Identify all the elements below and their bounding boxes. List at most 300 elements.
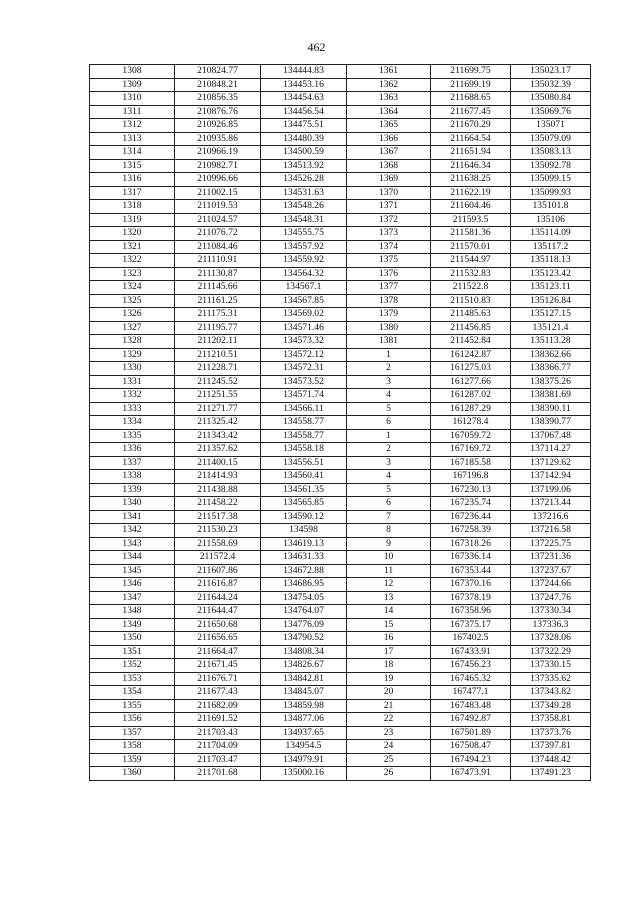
table-cell: 211002.15 — [175, 186, 261, 200]
table-cell: 17 — [347, 645, 431, 659]
table-cell: 1381 — [347, 335, 431, 349]
table-cell: 137225.75 — [511, 537, 591, 551]
table-cell: 134561.35 — [261, 483, 347, 497]
table-cell: 1360 — [90, 767, 175, 781]
table-row — [90, 362, 591, 376]
table-row — [90, 618, 591, 632]
table-cell: 1359 — [90, 753, 175, 767]
table-cell: 137247.76 — [511, 591, 591, 605]
table-cell: 211650.68 — [175, 618, 261, 632]
table-cell: 10 — [347, 551, 431, 565]
table-cell: 2 — [347, 443, 431, 457]
table-cell: 210996.66 — [175, 173, 261, 187]
table-cell: 1325 — [90, 294, 175, 308]
table-cell: 1345 — [90, 564, 175, 578]
table-cell: 167230.13 — [431, 483, 511, 497]
table-cell: 211677.43 — [175, 686, 261, 700]
table-cell: 137199.06 — [511, 483, 591, 497]
table-cell: 134565.85 — [261, 497, 347, 511]
coordinates-table — [89, 64, 591, 781]
table-row — [90, 578, 591, 592]
table-cell: 134560.41 — [261, 470, 347, 484]
table-cell: 137373.76 — [511, 726, 591, 740]
table-cell: 210824.77 — [175, 65, 261, 79]
table-cell: 211019.53 — [175, 200, 261, 214]
table-cell: 134558.77 — [261, 416, 347, 430]
table-cell: 134686.95 — [261, 578, 347, 592]
table-cell: 137244.66 — [511, 578, 591, 592]
table-cell: 135071 — [511, 119, 591, 133]
table-cell: 1380 — [347, 321, 431, 335]
table-cell: 211485.63 — [431, 308, 511, 322]
table-cell: 135099.15 — [511, 173, 591, 187]
table-cell: 167433.91 — [431, 645, 511, 659]
table-cell: 134456.54 — [261, 105, 347, 119]
table-row — [90, 456, 591, 470]
table-cell: 134556.51 — [261, 456, 347, 470]
table-cell: 137231.36 — [511, 551, 591, 565]
table-cell: 1348 — [90, 605, 175, 619]
table-cell: 134842.81 — [261, 672, 347, 686]
table-cell: 167235.74 — [431, 497, 511, 511]
table-cell: 211607.86 — [175, 564, 261, 578]
table-cell: 135079.09 — [511, 132, 591, 146]
table-cell: 211677.45 — [431, 105, 511, 119]
table-row — [90, 686, 591, 700]
table-cell: 1366 — [347, 132, 431, 146]
table-cell: 134572.31 — [261, 362, 347, 376]
table-row — [90, 294, 591, 308]
table-row — [90, 483, 591, 497]
table-cell: 134569.02 — [261, 308, 347, 322]
table-cell: 1313 — [90, 132, 175, 146]
table-row — [90, 186, 591, 200]
table-cell: 1364 — [347, 105, 431, 119]
table-cell: 134954.5 — [261, 740, 347, 754]
table-cell: 135114.09 — [511, 227, 591, 241]
table-row — [90, 105, 591, 119]
table-cell: 211228.71 — [175, 362, 261, 376]
table-cell: 1323 — [90, 267, 175, 281]
table-cell: 1317 — [90, 186, 175, 200]
table-cell: 134631.33 — [261, 551, 347, 565]
table-cell: 167501.89 — [431, 726, 511, 740]
table-cell: 134567.1 — [261, 281, 347, 295]
table-cell: 1372 — [347, 213, 431, 227]
table-cell: 1319 — [90, 213, 175, 227]
table-cell: 134859.98 — [261, 699, 347, 713]
table-cell: 1333 — [90, 402, 175, 416]
table-cell: 1334 — [90, 416, 175, 430]
table-cell: 211656.65 — [175, 632, 261, 646]
table-cell: 211699.75 — [431, 65, 511, 79]
table-cell: 211452.84 — [431, 335, 511, 349]
table-cell: 211130.87 — [175, 267, 261, 281]
table-row — [90, 375, 591, 389]
table-cell: 1352 — [90, 659, 175, 673]
table-row — [90, 443, 591, 457]
table-row — [90, 645, 591, 659]
table-row — [90, 605, 591, 619]
table-cell: 1 — [347, 429, 431, 443]
table-row — [90, 726, 591, 740]
table-cell: 211325.42 — [175, 416, 261, 430]
table-cell: 167492.87 — [431, 713, 511, 727]
table-cell: 211704.09 — [175, 740, 261, 754]
table-cell: 134548.31 — [261, 213, 347, 227]
table-cell: 167185.58 — [431, 456, 511, 470]
table-row — [90, 510, 591, 524]
table-cell: 1356 — [90, 713, 175, 727]
table-cell: 211670.29 — [431, 119, 511, 133]
table-cell: 134444.83 — [261, 65, 347, 79]
table-cell: 210926.85 — [175, 119, 261, 133]
table-cell: 211161.25 — [175, 294, 261, 308]
table-cell: 134475.51 — [261, 119, 347, 133]
table-cell: 167477.1 — [431, 686, 511, 700]
table-cell: 134566.11 — [261, 402, 347, 416]
table-row — [90, 659, 591, 673]
table-cell: 1340 — [90, 497, 175, 511]
table-row — [90, 308, 591, 322]
table-cell: 1332 — [90, 389, 175, 403]
table-cell: 134754.05 — [261, 591, 347, 605]
table-cell: 134808.34 — [261, 645, 347, 659]
table-cell: 137491.23 — [511, 767, 591, 781]
table-cell: 211604.46 — [431, 200, 511, 214]
table-row — [90, 321, 591, 335]
table-cell: 3 — [347, 375, 431, 389]
table-cell: 134571.46 — [261, 321, 347, 335]
table-cell: 135127.15 — [511, 308, 591, 322]
table-row — [90, 132, 591, 146]
table-cell: 211202.11 — [175, 335, 261, 349]
table-cell: 1354 — [90, 686, 175, 700]
table-cell: 167375.17 — [431, 618, 511, 632]
page-number: 462 — [307, 40, 326, 54]
table-cell: 211703.43 — [175, 726, 261, 740]
table-cell: 18 — [347, 659, 431, 673]
table-cell: 1361 — [347, 65, 431, 79]
table-cell: 1362 — [347, 78, 431, 92]
table-cell: 134513.92 — [261, 159, 347, 173]
table-cell: 1371 — [347, 200, 431, 214]
table-cell: 167483.48 — [431, 699, 511, 713]
table-cell: 1322 — [90, 254, 175, 268]
table-cell: 1327 — [90, 321, 175, 335]
table-cell: 135023.17 — [511, 65, 591, 79]
table-cell: 1314 — [90, 146, 175, 160]
table-cell: 134548.26 — [261, 200, 347, 214]
table-cell: 210982.71 — [175, 159, 261, 173]
table-cell: 211651.94 — [431, 146, 511, 160]
table-row — [90, 429, 591, 443]
table-cell: 211245.52 — [175, 375, 261, 389]
table-cell: 211558.69 — [175, 537, 261, 551]
table-cell: 134845.07 — [261, 686, 347, 700]
table-cell: 210935.86 — [175, 132, 261, 146]
table-cell: 134573.32 — [261, 335, 347, 349]
table-cell: 134453.16 — [261, 78, 347, 92]
table-cell: 211024.57 — [175, 213, 261, 227]
table-cell: 134564.32 — [261, 267, 347, 281]
table-row — [90, 767, 591, 781]
table-cell: 134776.09 — [261, 618, 347, 632]
table-cell: 1343 — [90, 537, 175, 551]
table-cell: 134877.06 — [261, 713, 347, 727]
table-cell: 211691.52 — [175, 713, 261, 727]
table-cell: 137114.27 — [511, 443, 591, 457]
table-cell: 134672.88 — [261, 564, 347, 578]
table-row — [90, 227, 591, 241]
table-cell: 1 — [347, 348, 431, 362]
table-cell: 15 — [347, 618, 431, 632]
table-cell: 167402.5 — [431, 632, 511, 646]
table-cell: 134979.91 — [261, 753, 347, 767]
table-cell: 134764.07 — [261, 605, 347, 619]
table-cell: 167059.72 — [431, 429, 511, 443]
table-cell: 138381.69 — [511, 389, 591, 403]
table-cell: 1321 — [90, 240, 175, 254]
table-row — [90, 740, 591, 754]
table-cell: 211664.54 — [431, 132, 511, 146]
table-cell: 134598 — [261, 524, 347, 538]
table-cell: 23 — [347, 726, 431, 740]
table-cell: 1373 — [347, 227, 431, 241]
table-cell: 211458.22 — [175, 497, 261, 511]
table-cell: 137213.44 — [511, 497, 591, 511]
table-row — [90, 672, 591, 686]
table-cell: 14 — [347, 605, 431, 619]
table-cell: 1367 — [347, 146, 431, 160]
table-cell: 1331 — [90, 375, 175, 389]
table-cell: 4 — [347, 389, 431, 403]
table-cell: 5 — [347, 483, 431, 497]
table-row — [90, 159, 591, 173]
table-cell: 1365 — [347, 119, 431, 133]
table-cell: 211343.42 — [175, 429, 261, 443]
table-cell: 210856.35 — [175, 92, 261, 106]
table-cell: 211544.97 — [431, 254, 511, 268]
table-cell: 134826.67 — [261, 659, 347, 673]
table-cell: 1326 — [90, 308, 175, 322]
table-cell: 211664.47 — [175, 645, 261, 659]
table-cell: 1370 — [347, 186, 431, 200]
table-cell: 134531.63 — [261, 186, 347, 200]
table-cell: 167336.14 — [431, 551, 511, 565]
table-cell: 137237.67 — [511, 564, 591, 578]
table-cell: 137129.62 — [511, 456, 591, 470]
table-cell: 20 — [347, 686, 431, 700]
table-cell: 211581.36 — [431, 227, 511, 241]
table-cell: 1376 — [347, 267, 431, 281]
table-cell: 211644.24 — [175, 591, 261, 605]
table-cell: 1338 — [90, 470, 175, 484]
table-row — [90, 537, 591, 551]
table-cell: 6 — [347, 416, 431, 430]
table-cell: 134573.52 — [261, 375, 347, 389]
table-cell: 138390.11 — [511, 402, 591, 416]
table-cell: 167353.44 — [431, 564, 511, 578]
table-cell: 211646.34 — [431, 159, 511, 173]
table-row — [90, 213, 591, 227]
table-cell: 161275.03 — [431, 362, 511, 376]
table-cell: 137330.15 — [511, 659, 591, 673]
table-cell: 137349.28 — [511, 699, 591, 713]
table-cell: 167258.39 — [431, 524, 511, 538]
table-cell: 2 — [347, 362, 431, 376]
table-cell: 210848.21 — [175, 78, 261, 92]
table-cell: 211271.77 — [175, 402, 261, 416]
table-row — [90, 281, 591, 295]
table-cell: 1350 — [90, 632, 175, 646]
table-cell: 19 — [347, 672, 431, 686]
table-cell: 211532.83 — [431, 267, 511, 281]
table-cell: 1344 — [90, 551, 175, 565]
table-cell: 1308 — [90, 65, 175, 79]
table-cell: 135121.4 — [511, 321, 591, 335]
table-cell: 135000.16 — [261, 767, 347, 781]
table-cell: 11 — [347, 564, 431, 578]
table-cell: 1355 — [90, 699, 175, 713]
table-cell: 161287.29 — [431, 402, 511, 416]
table-cell: 211522.8 — [431, 281, 511, 295]
table-row — [90, 348, 591, 362]
table-cell: 134571.74 — [261, 389, 347, 403]
table-cell: 1328 — [90, 335, 175, 349]
table-row — [90, 632, 591, 646]
table-cell: 134790.52 — [261, 632, 347, 646]
table-cell: 1342 — [90, 524, 175, 538]
table-cell: 1309 — [90, 78, 175, 92]
table-cell: 211703.47 — [175, 753, 261, 767]
table-cell: 9 — [347, 537, 431, 551]
table-cell: 211110.91 — [175, 254, 261, 268]
table-cell: 134572.12 — [261, 348, 347, 362]
table-cell: 211644.47 — [175, 605, 261, 619]
table-cell: 134619.13 — [261, 537, 347, 551]
table-cell: 167358.96 — [431, 605, 511, 619]
table-row — [90, 65, 591, 79]
table-cell: 1363 — [347, 92, 431, 106]
table-row — [90, 92, 591, 106]
table-row — [90, 335, 591, 349]
table-cell: 1349 — [90, 618, 175, 632]
table-cell: 1312 — [90, 119, 175, 133]
table-cell: 134558.18 — [261, 443, 347, 457]
table-cell: 135032.39 — [511, 78, 591, 92]
table-cell: 8 — [347, 524, 431, 538]
table-cell: 137142.94 — [511, 470, 591, 484]
table-cell: 138362.66 — [511, 348, 591, 362]
table-cell: 137448.42 — [511, 753, 591, 767]
table-cell: 167169.72 — [431, 443, 511, 457]
table-cell: 1377 — [347, 281, 431, 295]
table-cell: 1324 — [90, 281, 175, 295]
table-cell: 1357 — [90, 726, 175, 740]
table-cell: 134454.63 — [261, 92, 347, 106]
table-cell: 134558.77 — [261, 429, 347, 443]
table-row — [90, 753, 591, 767]
table-cell: 161277.66 — [431, 375, 511, 389]
table-row — [90, 551, 591, 565]
table-cell: 135117.2 — [511, 240, 591, 254]
table-cell: 6 — [347, 497, 431, 511]
table-row — [90, 416, 591, 430]
table-cell: 134500.59 — [261, 146, 347, 160]
table-cell: 135092.78 — [511, 159, 591, 173]
table-cell: 137397.81 — [511, 740, 591, 754]
table-cell: 211210.51 — [175, 348, 261, 362]
table-cell: 211676.71 — [175, 672, 261, 686]
table-cell: 167378.19 — [431, 591, 511, 605]
table-cell: 211510.83 — [431, 294, 511, 308]
table-cell: 137330.34 — [511, 605, 591, 619]
table-cell: 1341 — [90, 510, 175, 524]
table-cell: 21 — [347, 699, 431, 713]
table-cell: 134526.28 — [261, 173, 347, 187]
table-cell: 211414.93 — [175, 470, 261, 484]
table-cell: 211570.01 — [431, 240, 511, 254]
table-row — [90, 78, 591, 92]
table-cell: 138375.26 — [511, 375, 591, 389]
table-row — [90, 497, 591, 511]
table-cell: 167370.16 — [431, 578, 511, 592]
table-row — [90, 267, 591, 281]
table-row — [90, 173, 591, 187]
table-cell: 211084.46 — [175, 240, 261, 254]
table-cell: 1310 — [90, 92, 175, 106]
table-cell: 210876.76 — [175, 105, 261, 119]
table-cell: 1379 — [347, 308, 431, 322]
coordinates-table-body — [90, 65, 591, 781]
table-cell: 135099.93 — [511, 186, 591, 200]
table-cell: 167236.44 — [431, 510, 511, 524]
table-cell: 137343.82 — [511, 686, 591, 700]
table-cell: 161242.87 — [431, 348, 511, 362]
table-cell: 211699.19 — [431, 78, 511, 92]
table-cell: 1358 — [90, 740, 175, 754]
table-cell: 167456.23 — [431, 659, 511, 673]
table-cell: 1329 — [90, 348, 175, 362]
table-cell: 137336.3 — [511, 618, 591, 632]
table-cell: 134555.75 — [261, 227, 347, 241]
table-cell: 167494.23 — [431, 753, 511, 767]
table-cell: 210966.19 — [175, 146, 261, 160]
table-cell: 1368 — [347, 159, 431, 173]
table-cell: 211076.72 — [175, 227, 261, 241]
table-row — [90, 402, 591, 416]
table-cell: 134937.65 — [261, 726, 347, 740]
table-cell: 1337 — [90, 456, 175, 470]
table-cell: 211572.4 — [175, 551, 261, 565]
table-row — [90, 389, 591, 403]
table-row — [90, 240, 591, 254]
table-cell: 167318.26 — [431, 537, 511, 551]
table-cell: 134567.85 — [261, 294, 347, 308]
table-cell: 1375 — [347, 254, 431, 268]
table-cell: 211517.38 — [175, 510, 261, 524]
table-cell: 137328.06 — [511, 632, 591, 646]
table-cell: 24 — [347, 740, 431, 754]
table-cell: 211682.09 — [175, 699, 261, 713]
table-cell: 134559.92 — [261, 254, 347, 268]
table-cell: 135113.28 — [511, 335, 591, 349]
table-cell: 167196.8 — [431, 470, 511, 484]
table-cell: 135123.42 — [511, 267, 591, 281]
table-cell: 3 — [347, 456, 431, 470]
table-cell: 211195.77 — [175, 321, 261, 335]
